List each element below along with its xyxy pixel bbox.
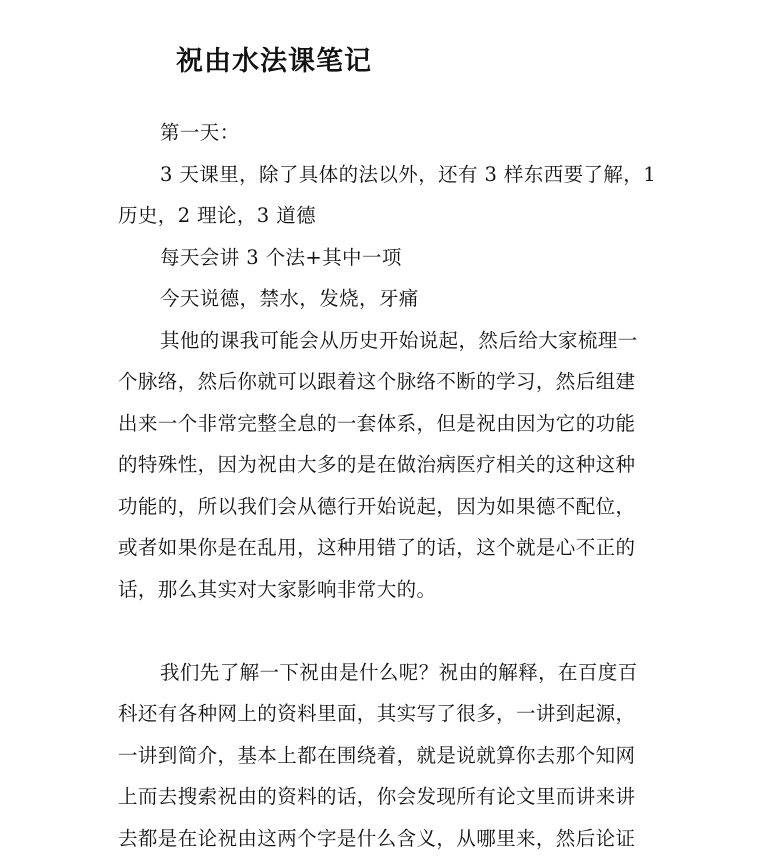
paragraph-line: 出来一个非常完整全息的一套体系，但是祝由因为它的功能 [118,411,636,435]
document-title: 祝由水法课笔记 [176,46,372,77]
paragraph-line: 话，那么其实对大家影响非常大的。 [118,577,437,601]
paragraph-line: 第一天： [160,121,240,144]
paragraph-line: 或者如果你是在乱用，这种用错了的话，这个就是心不正的 [118,536,636,559]
paragraph-line: 今天说德，禁水，发烧，牙痛 [160,287,419,310]
paragraph-line: 3 天课里，除了具体的法以外，还有 3 样东西要了解，1 [160,162,657,186]
paragraph-line: 科还有各种网上的资料里面，其实写了很多，一讲到起源， [118,702,636,725]
blank-line [118,610,678,652]
paragraph-line: 其他的课我可能会从历史开始说起，然后给大家梳理一 [160,328,638,352]
paragraph-line: 个脉络，然后你就可以跟着这个脉络不断的学习，然后组建 [118,370,636,393]
document-body [118,112,678,859]
paragraph-line: 我们先了解一下祝由是什么呢？祝由的解释，在百度百 [160,660,638,684]
paragraph-line: 的特殊性，因为祝由大多的是在做治病医疗相关的这种这种 [118,453,636,476]
paragraph-line: 功能的，所以我们会从德行开始说起，因为如果德不配位， [118,494,636,518]
paragraph-line: 历史，2 理论，3 道德 [118,204,317,227]
paragraph-line: 每天会讲 3 个法+其中一项 [160,245,402,269]
paragraph-line: 去都是在论祝由这两个字是什么含义，从哪里来，然后论证 [118,826,636,850]
paragraph-line: 一讲到简介，基本上都在围绕着，就是说就算你去那个知网 [118,743,636,767]
paragraph-line: 上而去搜索祝由的资料的话，你会发现所有论文里而讲来讲 [118,785,636,808]
